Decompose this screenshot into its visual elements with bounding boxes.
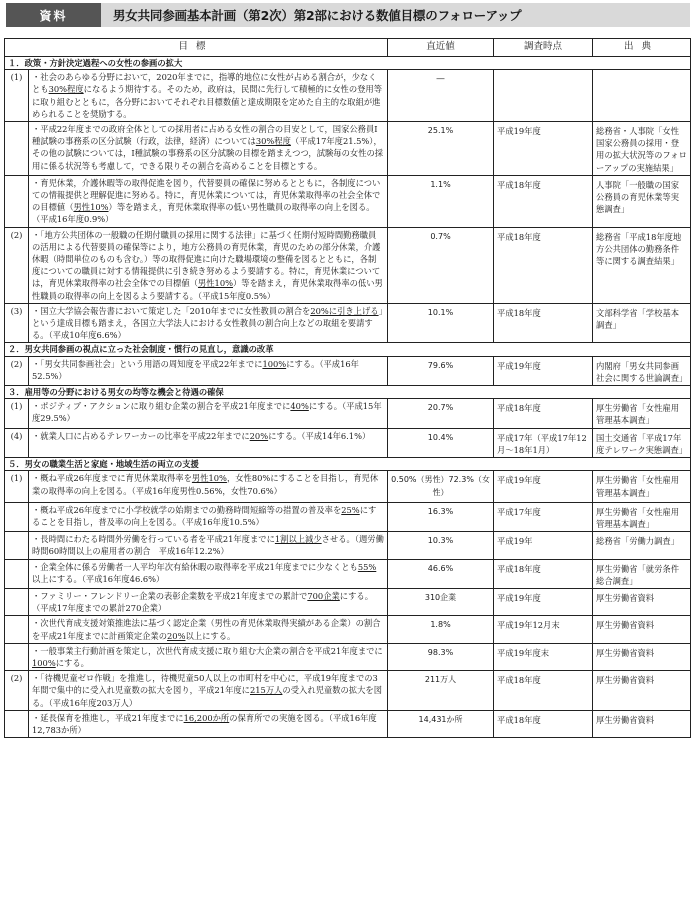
row-target-text: ・概ね平成26年度までに育児休業取得率を男性10%，女性80%にすることを目指し，育児休業の取得率の向上を図る。（平成16年度男性0.56%，女性70.6%） [29, 471, 388, 502]
row-current-value: 10.1% [388, 303, 494, 343]
page-title: 男女共同参画基本計画（第2次）第2部における数値目標のフォローアップ [101, 3, 690, 27]
row-index: (2) [5, 356, 29, 385]
row-survey-time: 平成18年度 [494, 303, 593, 343]
col-header-source: 出典 [593, 39, 691, 57]
row-source: 厚生労働省「女性雇用管理基本調査」 [593, 471, 691, 502]
row-current-value: 1.8% [388, 616, 494, 643]
row-source: 総務省「労働力調査」 [593, 532, 691, 559]
row-current-value: 1.1% [388, 175, 494, 227]
row-survey-time: 平成18年度 [494, 671, 593, 711]
row-target-text: ・ファミリー・フレンドリー企業の表彰企業数を平成21年度までの累計で700企業にする。（平成17年度までの累計270企業） [29, 588, 388, 615]
row-target-text: ・ポジティブ・アクションに取り組む企業の割合を平成21年度までに40%にする。（平成15年度29.5%） [29, 399, 388, 428]
row-current-value: 0.7% [388, 227, 494, 303]
section-row [5, 386, 691, 399]
row-index: (4) [5, 428, 29, 457]
row-index [5, 710, 29, 737]
row-index [5, 559, 29, 588]
row-survey-time: 平成19年 [494, 532, 593, 559]
row-source: 厚生労働省「女性雇用管理基本調査」 [593, 502, 691, 531]
row-index [5, 588, 29, 615]
row-current-value: 211万人 [388, 671, 494, 711]
section-title: ５．男女の職業生活と家庭・地域生活の両立の支援 [5, 458, 691, 471]
row-survey-time: 平成17年度 [494, 502, 593, 531]
row-survey-time: 平成19年12月末 [494, 616, 593, 643]
section-row [5, 458, 691, 471]
table-row [5, 175, 691, 227]
col-header-target: 目標 [5, 39, 388, 57]
row-index: (2) [5, 671, 29, 711]
table-body [5, 57, 691, 738]
row-current-value: 14,431か所 [388, 710, 494, 737]
row-survey-time: 平成19年度 [494, 471, 593, 502]
row-source: 内閣府「男女共同参画社会に関する世論調査」 [593, 356, 691, 385]
row-survey-time: 平成19年度 [494, 356, 593, 385]
row-target-text: ・長時間にわたる時間外労働を行っている者を平成21年度までに1割以上減少させる。（週労働時間60時間以上の雇用者の割合 平成16年12.2%） [29, 532, 388, 559]
row-current-value: 98.3% [388, 643, 494, 670]
row-survey-time: 平成18年度 [494, 559, 593, 588]
section-title: ２．男女共同参画の視点に立った社会制度・慣行の見直し，意識の改革 [5, 343, 691, 356]
row-target-text: ・国立大学協会報告書において策定した「2010年までに女性教員の割合を20%に引き上げる」という達成目標も踏まえ，各国立大学法人における女性教員の割合向上などの取組を要請する。（平成10年度6.6%） [29, 303, 388, 343]
row-current-value: 79.6% [388, 356, 494, 385]
document-badge: 資料 [6, 3, 101, 27]
row-survey-time: 平成19年度末 [494, 643, 593, 670]
table-row [5, 588, 691, 615]
row-current-value: 10.3% [388, 532, 494, 559]
row-index [5, 122, 29, 176]
table-row [5, 303, 691, 343]
row-index [5, 532, 29, 559]
row-source: 厚生労働省「女性雇用管理基本調査」 [593, 399, 691, 428]
row-current-value: 46.6% [388, 559, 494, 588]
row-current-value: ― [388, 70, 494, 122]
followup-table [4, 38, 691, 738]
row-source: 総務省・人事院「女性国家公務員の採用・登用の拡大状況等のフォローアップの実施結果」 [593, 122, 691, 176]
table-row [5, 356, 691, 385]
row-index [5, 643, 29, 670]
row-index [5, 175, 29, 227]
row-target-text: ・企業全体に係る労働者一人平均年次有給休暇の取得率を平成21年度までに少なくとも55%以上にする。（平成16年度46.6%） [29, 559, 388, 588]
row-target-text: ・概ね平成26年度までに小学校就学の始期までの勤務時間短縮等の措置の普及率を25%にすることを目指し，普及率の向上を図る。（平成16年度10.5%） [29, 502, 388, 531]
row-source: 厚生労働省資料 [593, 643, 691, 670]
row-target-text: ・次世代育成支援対策推進法に基づく認定企業（男性の育児休業取得実績がある企業）の割合を平成21年度までに計画策定企業の20%以上にする。 [29, 616, 388, 643]
row-current-value: 25.1% [388, 122, 494, 176]
row-source: 人事院「一般職の国家公務員の育児休業等実態調査」 [593, 175, 691, 227]
row-target-text: ・「地方公共団体の一般職の任期付職員の採用に関する法律」に基づく任期付短時間勤務職員の活用による代替要員の確保等により，地方公務員の育児休業，育児のための部分休業，介護休暇（時間単位のものも含む。）等の取得促進に向けた職場環境の整備を図るとともに，各制度についての職員に対する情報提供に引き続き努めるよう要請する。特に，育児休業については，育児休業取得率の社会全体での目標値（男性10%）等を踏まえ，育児休業取得率の低い男性職員の取得率の向上を図るよう要請する。（平成15年度0.5%） [29, 227, 388, 303]
row-current-value: 310企業 [388, 588, 494, 615]
row-source: 文部科学省「学校基本調査」 [593, 303, 691, 343]
row-index: (3) [5, 303, 29, 343]
row-survey-time: 平成17年（平成17年12月～18年1月） [494, 428, 593, 457]
row-index: (2) [5, 227, 29, 303]
row-target-text: ・育児休業，介護休暇等の取得促進を図り，代替要員の確保に努めるとともに，各制度についての情報提供と理解促進に努める。特に，育児休業については，育児休業取得率の社会全体での目標値（男性10%）等を踏まえ，育児休業取得率の低い男性職員の取得率の向上を図る。（平成16年度0.9%） [29, 175, 388, 227]
section-title: ３．雇用等の分野における男女の均等な機会と待遇の確保 [5, 386, 691, 399]
table-row [5, 70, 691, 122]
table-row [5, 471, 691, 502]
row-survey-time [494, 70, 593, 122]
row-survey-time: 平成18年度 [494, 710, 593, 737]
table-row [5, 122, 691, 176]
row-survey-time: 平成18年度 [494, 227, 593, 303]
row-target-text: ・「待機児童ゼロ作戦」を推進し，待機児童50人以上の市町村を中心に，平成19年度までの3年間で集中的に受入れ児童数の拡大を図り，平成21年度に215万人の受入れ児童数の拡大を図る。（平成16年度203万人） [29, 671, 388, 711]
table-row [5, 671, 691, 711]
row-target-text: ・延長保育を推進し，平成21年度までに16,200か所の保育所での実施を図る。（平成16年度12,783か所） [29, 710, 388, 737]
table-row [5, 399, 691, 428]
row-source [593, 70, 691, 122]
section-row [5, 343, 691, 356]
table-header-row [5, 39, 691, 57]
row-survey-time: 平成18年度 [494, 399, 593, 428]
row-survey-time: 平成19年度 [494, 588, 593, 615]
row-source: 厚生労働省資料 [593, 671, 691, 711]
row-index [5, 616, 29, 643]
row-current-value: 16.3% [388, 502, 494, 531]
row-source: 厚生労働省資料 [593, 588, 691, 615]
row-source: 厚生労働省「就労条件総合調査」 [593, 559, 691, 588]
row-target-text: ・一般事業主行動計画を策定し，次世代育成支援に取り組む大企業の割合を平成21年度までに100%にする。 [29, 643, 388, 670]
table-row [5, 502, 691, 531]
row-index: (1) [5, 70, 29, 122]
table-row [5, 710, 691, 737]
row-survey-time: 平成19年度 [494, 122, 593, 176]
row-source: 総務省「平成18年度地方公共団体の勤務条件等に関する調査結果」 [593, 227, 691, 303]
row-index: (1) [5, 399, 29, 428]
row-source: 国土交通省「平成17年度テレワーク実態調査」 [593, 428, 691, 457]
row-target-text: ・「男女共同参画社会」という用語の周知度を平成22年までに100%にする。（平成16年52.5%） [29, 356, 388, 385]
row-target-text: ・就業人口に占めるテレワーカーの比率を平成22年までに20%にする。（平成14年6.1%） [29, 428, 388, 457]
table-row [5, 428, 691, 457]
row-index: (1) [5, 471, 29, 502]
row-current-value: 10.4% [388, 428, 494, 457]
table-row [5, 227, 691, 303]
row-source: 厚生労働省資料 [593, 616, 691, 643]
row-current-value: 0.50%（男性）72.3%（女性） [388, 471, 494, 502]
section-title: １．政策・方針決定過程への女性の参画の拡大 [5, 57, 691, 70]
row-target-text: ・社会のあらゆる分野において，2020年までに，指導的地位に女性が占める割合が，少なくとも30%程度になるよう期待する。そのため，政府は，民間に先行して積極的に女性の登用等に取り組むとともに，各分野においてそれぞれ目標数値と達成期限を定めた自主的な取組が進められることを奨励する。 [29, 70, 388, 122]
section-row [5, 57, 691, 70]
page-header [6, 3, 690, 27]
table-row [5, 559, 691, 588]
table-row [5, 532, 691, 559]
col-header-current: 直近値 [388, 39, 494, 57]
row-source: 厚生労働省資料 [593, 710, 691, 737]
row-survey-time: 平成18年度 [494, 175, 593, 227]
col-header-time: 調査時点 [494, 39, 593, 57]
row-current-value: 20.7% [388, 399, 494, 428]
row-index [5, 502, 29, 531]
table-row [5, 643, 691, 670]
row-target-text: ・平成22年度までの政府全体としての採用者に占める女性の割合の目安として，国家公務員Ⅰ種試験の事務系の区分試験（行政，法律，経済）については30%程度（平成17年度21.5%），その他の試験については，Ⅰ種試験の事務系の区分試験の目標を踏まえつつ，試験毎の女性の採用に係る状況等も考慮して，できる限りその割合を高めることを目標とする。 [29, 122, 388, 176]
table-row [5, 616, 691, 643]
